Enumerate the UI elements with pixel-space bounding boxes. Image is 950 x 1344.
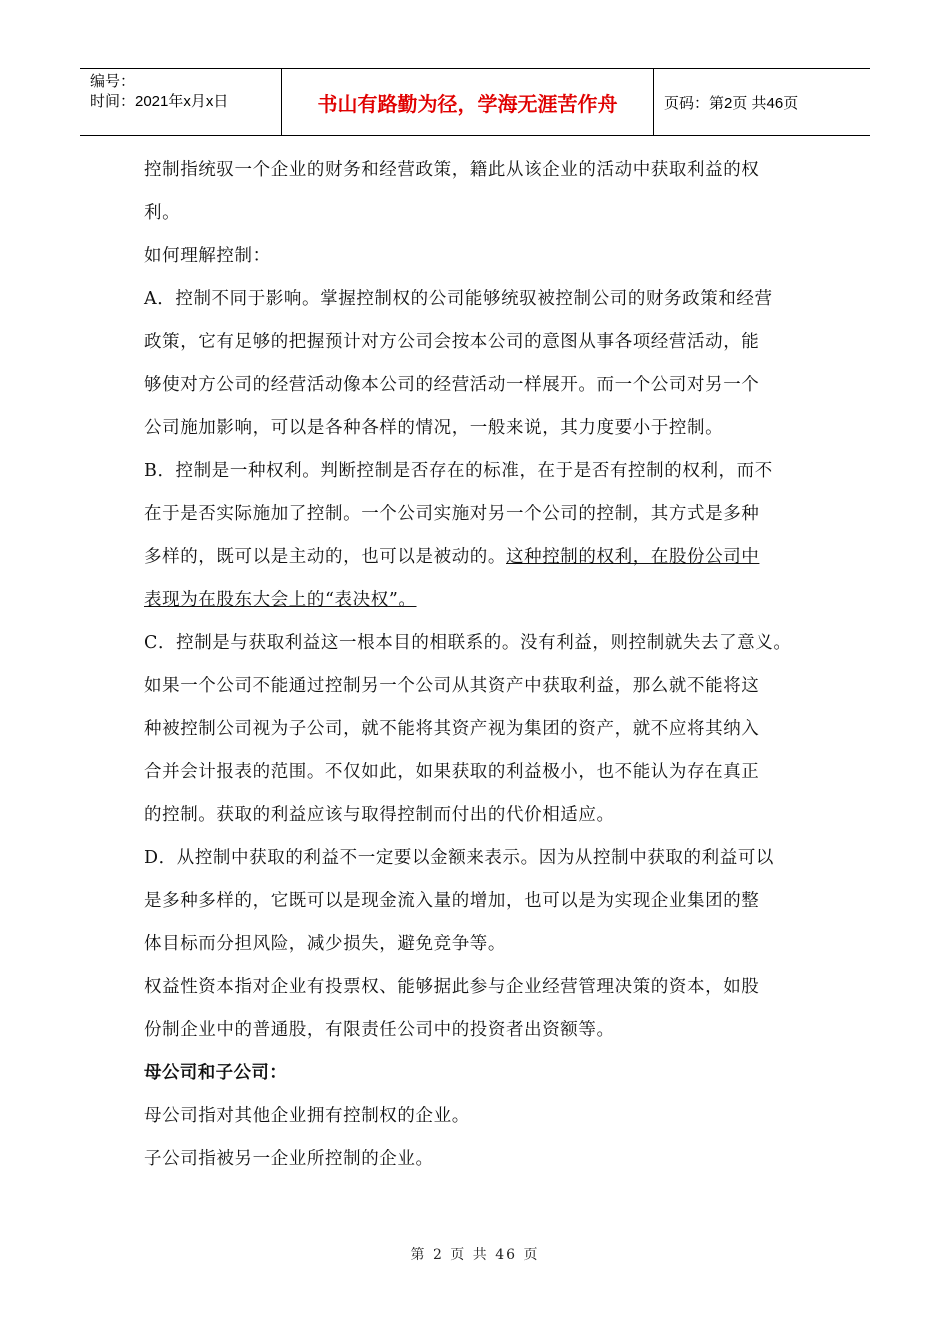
header-motto-cell xyxy=(282,69,654,135)
page-footer xyxy=(0,1244,950,1264)
document-header xyxy=(80,68,870,136)
text-line: 如果一个公司不能通过控制另一个公司从其资产中获取利益，那么就不能将这 xyxy=(144,676,760,696)
page-info: 页码：第2页 共46页 xyxy=(664,94,799,112)
footer-page-number: 第 2 页 共 46 页 xyxy=(410,1247,540,1263)
header-page-cell xyxy=(654,69,870,135)
text-line: 体目标而分担风险，减少损失，避免竞争等。 xyxy=(144,934,506,954)
number-label: 编号： xyxy=(90,73,136,90)
header-meta-cell xyxy=(80,69,282,135)
text-line: D．从控制中获取的利益不一定要以金额来表示。因为从控制中获取的利益可以 xyxy=(144,848,775,868)
text-line: 种被控制公司视为子公司，就不能将其资产视为集团的资产，就不应将其纳入 xyxy=(144,719,760,739)
text-line: 控制指统驭一个企业的财务和经营政策，籍此从该企业的活动中获取利益的权 xyxy=(144,160,760,180)
text-line: 子公司指被另一企业所控制的企业。 xyxy=(144,1149,434,1169)
text-line: 合并会计报表的范围。不仅如此，如果获取的利益极小，也不能认为存在真正 xyxy=(144,762,760,782)
text-line: 份制企业中的普通股，有限责任公司中的投资者出资额等。 xyxy=(144,1020,615,1040)
text-line: 母公司指对其他企业拥有控制权的企业。 xyxy=(144,1106,470,1126)
text-line: 政策，它有足够的把握预计对方公司会按本公司的意图从事各项经营活动，能 xyxy=(144,332,760,352)
text-line xyxy=(144,579,834,622)
text-line: C．控制是与获取利益这一根本目的相联系的。没有利益，则控制就失去了意义。 xyxy=(144,633,792,653)
underlined-text: 表现为在股东大会上的“表决权”。 xyxy=(144,590,417,610)
text-line: A．控制不同于影响。掌握控制权的公司能够统驭被控制公司的财务政策和经营 xyxy=(144,289,773,309)
text-line: 在于是否实际施加了控制。一个公司实施对另一个公司的控制，其方式是多种 xyxy=(144,504,760,524)
document-body xyxy=(144,149,834,1181)
text-line: 是多种多样的，它既可以是现金流入量的增加，也可以是为实现企业集团的整 xyxy=(144,891,760,911)
text-line: 如何理解控制： xyxy=(144,246,271,266)
text-line: 够使对方公司的经营活动像本公司的经营活动一样展开。而一个公司对另一个 xyxy=(144,375,760,395)
text-line: B．控制是一种权利。判断控制是否存在的标准，在于是否有控制的权利，而不 xyxy=(144,461,773,481)
time-label: 时间：2021年x月x日 xyxy=(90,93,229,110)
underlined-text: 这种控制的权利，在股份公司中 xyxy=(506,547,760,567)
text-line: 公司施加影响，可以是各种各样的情况，一般来说，其力度要小于控制。 xyxy=(144,418,724,438)
text-segment: 多样的，既可以是主动的，也可以是被动的。 xyxy=(144,547,506,567)
section-heading: 母公司和子公司： xyxy=(144,1063,288,1083)
text-line: 利。 xyxy=(144,203,181,223)
text-line: 权益性资本指对企业有投票权、能够据此参与企业经营管理决策的资本，如股 xyxy=(144,977,760,997)
text-line xyxy=(144,536,834,579)
motto-text: 书山有路勤为径，学海无涯苦作舟 xyxy=(317,91,618,116)
text-line: 的控制。获取的利益应该与取得控制而付出的代价相适应。 xyxy=(144,805,615,825)
